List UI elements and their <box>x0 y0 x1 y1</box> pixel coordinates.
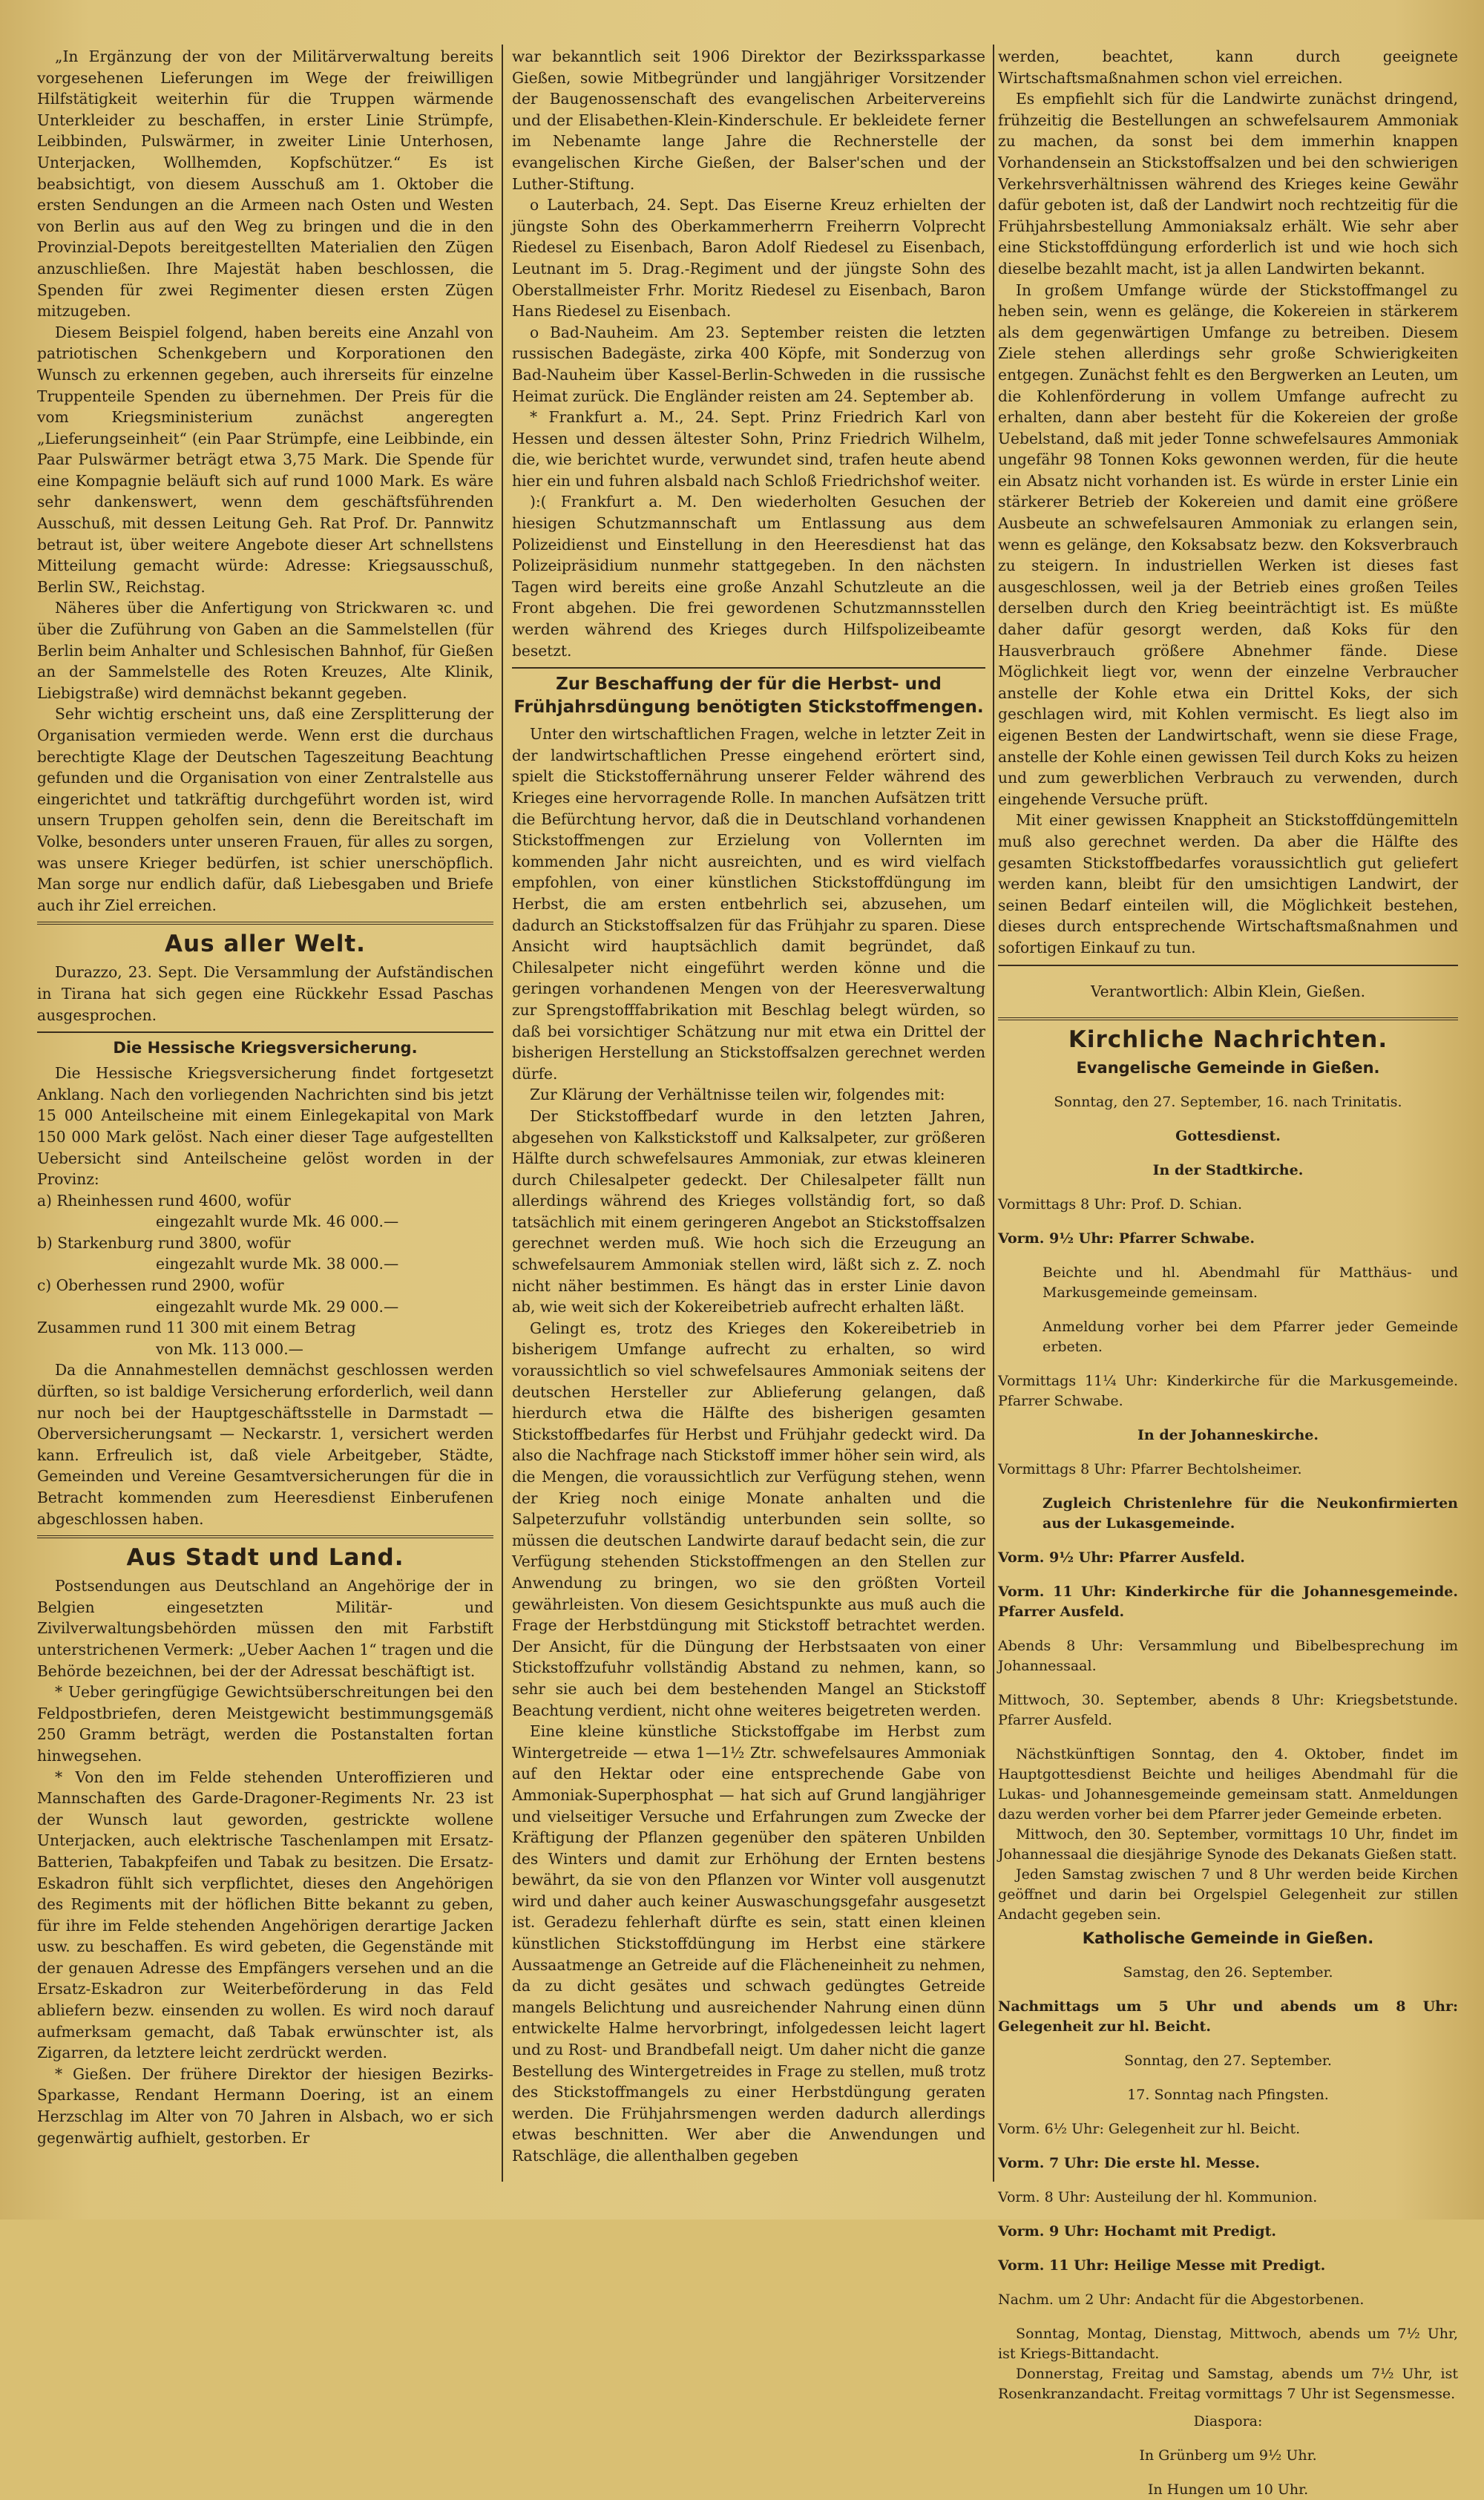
service-item: Beichte und hl. Abendmahl für Matthäus- und Markusgemeinde gemeinsam. <box>1043 1264 1458 1301</box>
column-divider-1 <box>502 45 503 2182</box>
paragraph: Der Stickstoffbedarf wurde in den letzten Jahren, abgesehen von Kalkstickstoff und Kalksalpeter, zur größeren Hälfte durch schwefelsaures Ammoniak, zur etwas kleineren durch Chilesalpeter gedeckt. Der Chilesalpeter fällt nun allerdings während des Krieges vollständig fort, so daß tatsächlich mit einem geringeren Angebot an Stickstoffsalzen gerechnet werden muß. Wie hoch sich die Erzeugung an schwefelsaurem Ammoniak stellen wird, läßt sich z. Z. noch nicht näher bestimmen. Es hängt das in erster Linie davon ab, wie weit sich der Kokereibetrieb aufrecht erhalten läßt. <box>512 1106 985 1316</box>
paragraph: * Gießen. Der frühere Direktor der hiesigen Bezirks-Sparkasse, Rendant Hermann Doering, ist an einem Herzschlag im Alter von 70 Jahren in Alsbach, wo er sich gegenwärtig aufhielt, gestorben. Er <box>37 2064 493 2147</box>
paragraph: * Ueber geringfügige Gewichtsüberschreitungen bei den Feldpostbriefen, deren Meistgewicht bestimmungsgemäß 250 Gramm beträgt, werden die Postanstalten fortan hinwegsehen. <box>37 1683 493 1765</box>
list-item: eingezahlt wurde Mk. 38 000.— <box>156 1255 399 1273</box>
paragraph: o Lauterbach, 24. Sept. Das Eiserne Kreuz erhielten der jüngste Sohn des Oberkammerherrn Freiherrn Volprecht Riedesel zu Eisenbach, Baron Adolf Riedesel zu Eisenbach, Leutnant im 5. Drag.-Regiment und der jüngste Sohn des Oberstallmeister Frhr. Moritz Riedesel zu Eisenbach, Baron Hans Riedesel zu Eisenbach. <box>512 196 985 321</box>
paragraph: * Von den im Felde stehenden Unteroffizieren und Mannschaften des Garde-Dragoner-Regiments Nr. 23 ist der Wunsch laut geworden, gestrickte wollene Unterjacken, auch elektrische Taschenlampen mit Ersatz-Batterien, Tabakpfeifen und Tabak zu besitzen. Die Ersatz-Eskadron fühlt sich verpflichtet, dieses den Angehörigen des Regiments mit der höflichen Bitte bekannt zu geben, für ihre im Felde stehenden Angehörigen derartige Jacken usw. zu beschaffen. Es wird gebeten, die Gegenstände mit der genauen Adresse des Empfängers versehen und an die Ersatz-Eskadron zur Weiterbeförderung in das Feld abliefern bezw. einsenden zu wollen. Es wird noch darauf aufmerksam gemacht, daß Tabak erwünschter ist, als Zigarren, da letztere leicht zerdrückt werden. <box>37 1768 493 2062</box>
service-item: Sonntag, Montag, Dienstag, Mittwoch, abends um 7½ Uhr, ist Kriegs-Bittandacht. <box>998 2325 1458 2362</box>
date-line: 17. Sonntag nach Pfingsten. <box>1127 2086 1329 2103</box>
divider <box>998 965 1458 966</box>
divider <box>998 1017 1458 1020</box>
section-heading-aus-aller-welt: Aus aller Welt. <box>165 931 366 958</box>
service-item: Vorm. 11 Uhr: Heilige Messe mit Predigt. <box>998 2257 1326 2274</box>
paragraph: In großem Umfange würde der Stickstoffmangel zu heben sein, wenn es gelänge, die Kokereien in stärkerem als dem gegenwärtigen Umfange zu betreiben. Diesem Ziele stehen allerdings sehr große Schwierigkeiten entgegen. Zunächst fehlt es den Bergwerken an Leuten, um die Kohlenförderung in vollem Umfange aufrecht zu erhalten, dann aber besteht für die Kokereien der große Uebelstand, daß mit jeder Tonne schwefelsaures Ammoniak ungefähr 98 Tonnen Koks gewonnen werden, für die heute ein Absatz nicht vorhanden ist. Es würde in erster Linie ein stärkerer Betrieb der Kokereien und damit eine größere Ausbeute an schwefelsauren Ammoniak zu erlangen sein, wenn es gelänge, den Koksabsatz bezw. den Koksverbrauch zu steigern. In industriellen Werken ist dieses fast ausgeschlossen, weil ja der Betrieb eines großen Teiles derselben durch den Krieg beeinträchtigt ist. Es müßte daher dafür gesorgt werden, daß Koks für den Hausverbrauch größere Abnehmer fände. Diese Möglichkeit liegt vor, wenn der einzelne Verbraucher anstelle der Kohle etwa ein Drittel Koks, der sich geschlagen wird, mit Kohlen vermischt. Es liegt also im eigenen Besten der Landwirtschaft, wenn sie diese Frage, anstelle der Kohle einen gewissen Teil durch Koks zu heizen und zum gewerblichen Verbrauch zu verwenden, durch eingehende Versuche prüft. <box>998 280 1458 808</box>
service-item: Nachm. um 2 Uhr: Andacht für die Abgestorbenen. <box>998 2291 1365 2308</box>
service-item: Vorm. 9½ Uhr: Pfarrer Schwabe. <box>998 1230 1255 1247</box>
date-line: Samstag, den 26. September. <box>1123 1963 1333 1981</box>
service-item: In Hungen um 10 Uhr. <box>1147 2481 1309 2498</box>
service-item: Vorm. 11 Uhr: Kinderkirche für die Johannesgemeinde. Pfarrer Ausfeld. <box>998 1583 1458 1620</box>
paragraph: Sehr wichtig erscheint uns, daß eine Zersplitterung der Organisation vermieden werde. Wenn erst die durchaus berechtigte Klage der Deutschen Tageszeitung Beachtung gefunden und die Organisation von einer Zentralstelle aus eingerichtet und tatkräftig durchgeführt worden ist, wird unsern Truppen geholfen sein, denn die Bereitschaft im Volke, besonders unter unseren Frauen, für alles zu sorgen, was unsere Krieger bedürfen, ist schier unerschöpflich. Man sorge nur endlich dafür, daß Liebesgaben und Briefe auch ihr Ziel erreichen. <box>37 705 493 914</box>
church-name: In der Johanneskirche. <box>1137 1426 1319 1443</box>
service-item: Jeden Samstag zwischen 7 und 8 Uhr werden beide Kirchen geöffnet und darin bei Orgelspiel Gelegenheit zur stillen Andacht gegeben sein. <box>998 1866 1458 1923</box>
service-item: Mittwoch, 30. September, abends 8 Uhr: Kriegsbetstunde. Pfarrer Ausfeld. <box>998 1691 1458 1728</box>
list-item: c) Oberhessen rund 2900, wofür <box>37 1276 284 1295</box>
service-item: Mittwoch, den 30. September, vormittags 10 Uhr, findet im Johannessaal die diesjährige Synode des Dekanats Gießen statt. <box>998 1825 1458 1863</box>
list-item: b) Starkenburg rund 3800, wofür <box>37 1233 291 1252</box>
column-3 <box>998 46 1458 2498</box>
service-item: Vorm. 6½ Uhr: Gelegenheit zur hl. Beicht. <box>998 2120 1301 2137</box>
list-item: eingezahlt wurde Mk. 29 000.— <box>156 1297 399 1316</box>
paragraph: Es empfiehlt sich für die Landwirte zunächst dringend, frühzeitig die Bestellungen an schwefelsaurem Ammoniak zu machen, da sonst bei dem immerhin knappen Vorhandensein an Stickstoffsalzen und bei den schwierigen Verkehrsverhältnissen während des Krieges keine Gewähr dafür geboten ist, daß der Landwirt noch rechtzeitig für die Frühjahrsbestellung Ammoniaksalz erhält. Wie sehr aber eine Stickstoffdüngung erforderlich ist und wie hoch sich dieselbe bezahlt macht, ist ja allen Landwirten bekannt. <box>998 90 1458 278</box>
divider <box>37 1031 493 1033</box>
paragraph: Näheres über die Anfertigung von Strickwaren ꝛc. und über die Zuführung von Gaben an die Sammelstellen (für Berlin beim Anhalter und Schlesischen Bahnhof, für Gießen an der Sammelstelle des Roten Kreuzes, Alte Klinik, Liebigstraße) wird demnächst bekannt gegeben. <box>37 599 493 702</box>
divider <box>37 1535 493 1538</box>
paragraph: Durazzo, 23. Sept. Die Versammlung der Aufständischen in Tirana hat sich gegen eine Rückkehr Essad Paschas ausgesprochen. <box>37 963 493 1024</box>
paragraph: Da die Annahmestellen demnächst geschlossen werden dürften, so ist baldige Versicherung erforderlich, weil dann nur noch bei der Hauptgeschäftsstelle in Darmstadt — Oberversicherungsamt — Neckarstr. 1, versichert werden kann. Erfreulich ist, daß viele Arbeitgeber, Städte, Gemeinden und Vereine Gesamtversicherungen für die in Betracht kommenden zum Heeresdienst Einberufenen abgeschlossen haben. <box>37 1361 493 1528</box>
paragraph: Mit einer gewissen Knappheit an Stickstoffdüngemitteln muß also gerechnet werden. Da aber die Hälfte des gesamten Stickstoffbedarfes voraussichtlich gut geliefert werden kann, bleibt für den umsichtigen Landwirt, der seinen Bedarf einteilen will, die Möglichkeit bestehen, dieses durch entsprechende Wirtschaftsmaßnahmen und sofortigen Einkauf zu tun. <box>998 811 1458 957</box>
subheading: Gottesdienst. <box>1175 1127 1281 1144</box>
subheading-katholische: Katholische Gemeinde in Gießen. <box>1082 1929 1374 1947</box>
paragraph: * Frankfurt a. M., 24. Sept. Prinz Friedrich Karl von Hessen und dessen ältester Sohn, Prinz Friedrich Wilhelm, die, wie berichtet wurde, verwundet sind, trafen heute abend hier ein und fuhren alsbald nach Schloß Friedrichshof weiter. <box>512 408 985 490</box>
service-item: Abends 8 Uhr: Versammlung und Bibelbesprechung im Johannessaal. <box>998 1637 1458 1674</box>
column-1 <box>37 46 493 2198</box>
subheading: Diaspora: <box>1193 2412 1263 2430</box>
service-item: In Grünberg um 9½ Uhr. <box>1139 2447 1317 2464</box>
paragraph: Zur Klärung der Verhältnisse teilen wir, folgendes mit: <box>530 1086 945 1104</box>
service-item: Zugleich Christenlehre für die Neukonfirmierten aus der Lukasgemeinde. <box>1043 1495 1458 1532</box>
service-item: Vorm. 8 Uhr: Austeilung der hl. Kommunion. <box>998 2188 1318 2205</box>
article-heading-stickstoff: Zur Beschaffung der für die Herbst- und Frühjahrsdüngung benötigten Stickstoffmengen. <box>513 675 984 718</box>
section-heading-aus-stadt-und-land: Aus Stadt und Land. <box>126 1544 404 1572</box>
paragraph: Diesem Beispiel folgend, haben bereits eine Anzahl von patriotischen Schenkgebern und Korporationen den Wunsch zu erkennen gegeben, auch ihrerseits für einzelne Truppenteile Spenden zu übernehmen. Der Preis für die vom Kriegsministerium zunächst angeregten „Lieferungseinheit“ (ein Paar Strümpfe, eine Leibbinde, ein Paar Pulswärmer beträgt etwa 3,75 Mark. Die Spende für eine Kompagnie beläuft sich auf rund 1000 Mark. Es wäre sehr dankenswert, wenn dem geschäftsführenden Ausschuß, mit dessen Leitung Geh. Rat Prof. Dr. Pannwitz betraut ist, über weitere Angebote dieser Art schnellstens Mitteilung gemacht würde: Adresse: Kriegsausschuß, Berlin SW., Reichstag. <box>37 323 493 596</box>
column-divider-2 <box>993 45 994 2182</box>
paragraph: Eine kleine künstliche Stickstoffgabe im Herbst zum Wintergetreide — etwa 1—1½ Ztr. schwefelsaures Ammoniak auf den Hektar oder eine entsprechende Gabe von Ammoniak-Superphosphat — hat sich auf Grund langjähriger und vielseitiger Versuche und Erfahrungen zum Zwecke der Kräftigung der Pflanzen gegenüber den späteren Unbilden des Winters und damit zur Erhöhung der Ernten bestens bewährt, da sie von den Pflanzen vor Winter voll ausgenutzt wird und daher auch keiner Auswaschungsgefahr ausgesetzt ist. Geradezu fehlerhaft dürfte es sein, statt einen kleinen künstlichen Stickstoffdüngung im Herbst eine stärkere Aussaatmenge an Getreide auf die Flächeneinheit zu nehmen, da zu dicht gesätes und schwach gedüngtes Getreide mangels Belichtung und ausreichender Nahrung einen dünn entwickelte Halme hervorbringt, infolgedessen leicht lagert und zu Rost- und Brandbefall neigt. Um daher nicht die ganze Bestellung des Wintergetreides in Frage zu stellen, muß trotz des Stickstoffmangels zu einer Herbstdüngung geraten werden. Die Frühjahrsmengen werden dadurch allerdings etwas beschnitten. Wer aber die Anwendungen und Ratschläge, die allenthalben gegeben <box>512 1722 985 2165</box>
paragraph: o Bad-Nauheim. Am 23. September reisten die letzten russischen Badegäste, zirka 400 Köpfe, mit Sonderzug von Bad-Nauheim über Kassel-Berlin-Schweden in die russische Heimat zurück. Die Engländer reisten am 24. September ab. <box>512 323 985 405</box>
service-item: Vorm. 9½ Uhr: Pfarrer Ausfeld. <box>998 1549 1245 1566</box>
paragraph: „In Ergänzung der von der Militärverwaltung bereits vorgesehenen Lieferungen im Wege der freiwilligen Hilfstätigkeit weiterhin für die Truppen wärmende Unterkleider zu beschaffen, in erster Linie Strümpfe, Leibbinden, Pulswärmer, in zweiter Linie Unterhosen, Unterjacken, Wollhemden, Kopfschützer.“ Es ist beabsichtigt, von diesem Ausschuß am 1. Oktober die ersten Sendungen an die Armeen nach Osten und Westen von Berlin aus auf den Weg zu bringen und die in den Provinzial-Depots bereitgestellten Materialien den Zügen anzuschließen. Ihre Majestät haben beschlossen, die Spenden für zwei Regimenter diesen ersten Zügen mitzugeben. <box>37 47 493 321</box>
subheading-evangelische: Evangelische Gemeinde in Gießen. <box>1076 1058 1380 1077</box>
paragraph: Postsendungen aus Deutschland an Angehörige der in Belgien eingesetzten Militär- und Zivilverwaltungsbehörden müssen den mit Farbstift unterstrichenen Vermerk: „Ueber Aachen 1“ tragen und die Behörde bezeichnen, bei der der Adressat beschäftigt ist. <box>37 1577 493 1680</box>
service-item: Vorm. 7 Uhr: Die erste hl. Messe. <box>998 2154 1261 2171</box>
list-item: Zusammen rund 11 300 mit einem Betrag <box>37 1319 356 1337</box>
paragraph: Unter den wirtschaftlichen Fragen, welche in letzter Zeit in der landwirtschaftlichen Presse eingehend erörtert sind, spielt die Stickstoffernährung unserer Felder während des Krieges eine hervorragende Rolle. In manchen Aufsätzen tritt die Befürchtung hervor, daß die in Deutschland vorhandenen Stickstoffmengen zur Erzielung von Vollernten im kommenden Jahr nicht ausreichten, und es wird vielfach empfohlen, von einer künstlichen Stickstoffdüngung im Herbst, die am ersten entbehrlich sei, abzusehen, um dadurch an Stickstoffsalzen für das Frühjahr zu sparen. Diese Ansicht wird hauptsächlich damit begründet, daß Chilesalpeter nicht eingeführt werden könne und die geringen vorhandenen Mengen von der Heeresverwaltung zur Sprengstofffabrikation mit Beschlag belegt würden, so daß bei vorsichtiger Schätzung nur mit etwa ein Drittel der bisherigen Herstellung an Stickstoffsalzen gerechnet werden dürfe. <box>512 725 985 1083</box>
paragraph: Die Hessische Kriegsversicherung findet fortgesetzt Anklang. Nach den vorliegenden Nachrichten sind bis jetzt 15 000 Anteilscheine mit einem Einlegekapital von Mark 150 000 Mark gelöst. Nach einer dieser Tage aufgestellten Uebersicht sind Anteilscheine gelöst worden in der Provinz: <box>37 1064 493 1189</box>
article-heading-kriegsversicherung: Die Hessische Kriegsversicherung. <box>113 1039 418 1057</box>
service-item: Nachmittags um 5 Uhr und abends um 8 Uhr: Gelegenheit zur hl. Beicht. <box>998 1998 1458 2035</box>
divider <box>512 667 985 669</box>
paragraph: werden, beachtet, kann durch geeignete Wirtschaftsmaßnahmen schon viel erreichen. <box>998 47 1458 87</box>
section-heading-kirchliche-nachrichten: Kirchliche Nachrichten. <box>1068 1026 1388 1053</box>
list-item: a) Rheinhessen rund 4600, wofür <box>37 1191 291 1210</box>
divider <box>37 922 493 925</box>
list-item: eingezahlt wurde Mk. 46 000.— <box>156 1213 399 1231</box>
service-item: Vorm. 9 Uhr: Hochamt mit Predigt. <box>998 2222 1276 2240</box>
column-2 <box>512 46 985 2198</box>
date-line: Sonntag, den 27. September. <box>1124 2052 1332 2069</box>
editor-credit: Verantwortlich: Albin Klein, Gießen. <box>1090 982 1366 1000</box>
service-item: Vormittags 11¼ Uhr: Kinderkirche für die Markusgemeinde. Pfarrer Schwabe. <box>998 1372 1458 1409</box>
service-item: Vormittags 8 Uhr: Pfarrer Bechtolsheimer. <box>998 1460 1302 1477</box>
list-item: von Mk. 113 000.— <box>156 1339 303 1358</box>
paragraph: war bekanntlich seit 1906 Direktor der Bezirkssparkasse Gießen, sowie Mitbegründer und langjähriger Vorsitzender der Baugenossenschaft des evangelischen Arbeitervereins und der Elisabethen-Klein-Kinderschule. Er bekleidete ferner im Nebenamte lange Jahre die Rechnerstelle der evangelischen Kirche Gießen, der Balser'schen und der Luther-Stiftung. <box>512 47 985 193</box>
church-name: In der Stadtkirche. <box>1152 1161 1304 1178</box>
service-item: Nächstkünftigen Sonntag, den 4. Oktober, findet im Hauptgottesdienst Beichte und heiliges Abendmahl für die Lukas- und Johannesgemeinde gemeinsam statt. Anmeldungen dazu werden vorher bei dem Pfarrer jeder Gemeinde erbeten. <box>998 1745 1458 1822</box>
date-line: Sonntag, den 27. September, 16. nach Trinitatis. <box>1054 1093 1402 1110</box>
service-item: Donnerstag, Freitag und Samstag, abends um 7½ Uhr, ist Rosenkranzandacht. Freitag vormittags 7 Uhr ist Segensmesse. <box>998 2365 1458 2402</box>
service-item: Anmeldung vorher bei dem Pfarrer jeder Gemeinde erbeten. <box>1043 1318 1458 1355</box>
paragraph: Gelingt es, trotz des Krieges den Kokereibetrieb in bisherigem Umfange aufrecht zu erhalten, so wird voraussichtlich so viel schwefelsaures Ammoniak seitens der deutschen Hersteller zur Ablieferung gelangen, daß hierdurch etwa die Hälfte des bisherigen gesamten Stickstoffbedarfes für Herbst und Frühjahr gedeckt wird. Da also die Nachfrage nach Stickstoff immer höher sein wird, als die Mengen, die voraussichtlich zur Verfügung stehen, wenn der Krieg noch einige Monate anhalten und die Salpeterzufuhr vollständig unterbunden sein sollte, so müssen die deutschen Landwirte darauf bedacht sein, die zur Verfügung stehenden Stickstoffmengen an den Stellen zur Anwendung zu bringen, wo sie den größten Vorteil gewährleisten. Von diesem Gesichtspunkte aus muß auch die Frage der Herbstdüngung mit Stickstoff betrachtet werden. Der Ansicht, für die Düngung der Herbstsaaten von einer Stickstoffzufuhr vollständig Abstand zu nehmen, kann, so sehr sie auch bei dem bestehenden Mangel an Stickstoff Beachtung verdient, nicht ohne weiteres beigetreten werden. <box>512 1319 985 1719</box>
paragraph: ):( Frankfurt a. M. Den wiederholten Gesuchen der hiesigen Schutzmannschaft um Entlassung aus dem Polizeidienst und Einstellung in den Heeresdienst hat das Polizeipräsidium nunmehr stattgegeben. In den nächsten Tagen wird bereits eine große Anzahl Schutzleute an die Front abgehen. Die frei gewordenen Schutzmannsstellen werden während des Krieges durch Hilfspolizeibeamte besetzt. <box>512 493 985 660</box>
service-item: Vormittags 8 Uhr: Prof. D. Schian. <box>998 1195 1242 1213</box>
